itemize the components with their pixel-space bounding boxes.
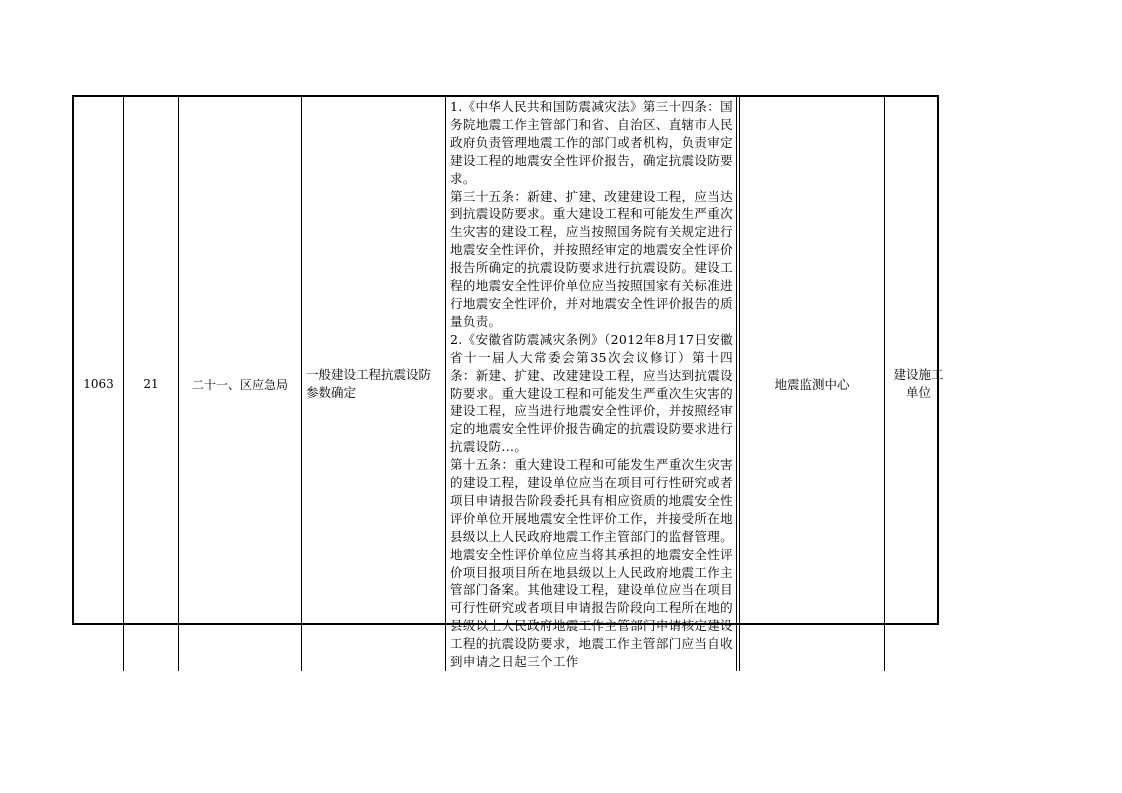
cell-department: 二十一、区应急局 — [179, 97, 302, 671]
cell-sub-serial: 21 — [124, 97, 179, 671]
legal-basis-paragraph: 第三十五条：新建、扩建、改建建设工程，应当达到抗震设防要求。重大建设工程和可能发生严重次生灾害的建设工程，应当按照国务院有关规定进行地震安全性评价，并按照经审定的地震安全性评价报告所确定的抗震设防要求进行抗震设防。建设工程的地震安全性评价单位应当按照国家有关标准进行地震安全性评价，并对地震安全性评价报告的质量负责。 — [450, 188, 733, 329]
table-row — [74, 97, 952, 671]
cell-implementing-unit: 地震监测中心 — [740, 97, 885, 671]
legal-basis-paragraph: 第十五条：重大建设工程和可能发生严重次生灾害的建设工程，建设单位应当在项目可行性研究或者项目申请报告阶段委托具有相应资质的地震安全性评价单位开展地震安全性评价工作，并接受所在地县级以上人民政府地震工作主管部门的监督管理。地震安全性评价单位应当将其承担的地震安全性评价项目报项目所在地县级以上人民政府地震工作主管部门备案。其他建设工程，建设单位应当在项目可行性研究或者项目申请报告阶段向工程所在地的县级以上人民政府地震工作主管部门申请核定建设工程的抗震设防要求，地震工作主管部门应当自收到申请之日起三个工作 — [450, 457, 733, 670]
legal-basis-paragraph: 2.《安徽省防震减灾条例》（2012年8月17日安徽省十一届人大常委会第35次会议修订）第十四条：新建、扩建、改建建设工程，应当达到抗震设防要求。重大建设工程和可能发生严重次生灾害的建设工程，应当进行地震安全性评价，并按照经审定的地震安全性评价报告确定的抗震设防要求进行抗震设防...。 — [450, 331, 733, 455]
target-text: 建设施工单位 — [893, 367, 944, 400]
cell-legal-basis — [446, 97, 737, 671]
cell-serial: 1063 — [83, 377, 114, 391]
legal-basis-paragraph: 1.《中华人民共和国防震减灾法》第三十四条：国务院地震工作主管部门和省、自治区、直辖市人民政府负责管理地震工作的部门或者机构，负责审定建设工程的地震安全性评价报告，确定抗震设防要求。 — [450, 99, 733, 186]
cell-target — [885, 97, 953, 671]
legal-basis-text — [446, 97, 736, 671]
cell-item-name: 一般建设工程抗震设防参数确定 — [302, 97, 446, 671]
table-grid — [74, 97, 952, 671]
record-table — [72, 95, 944, 670]
